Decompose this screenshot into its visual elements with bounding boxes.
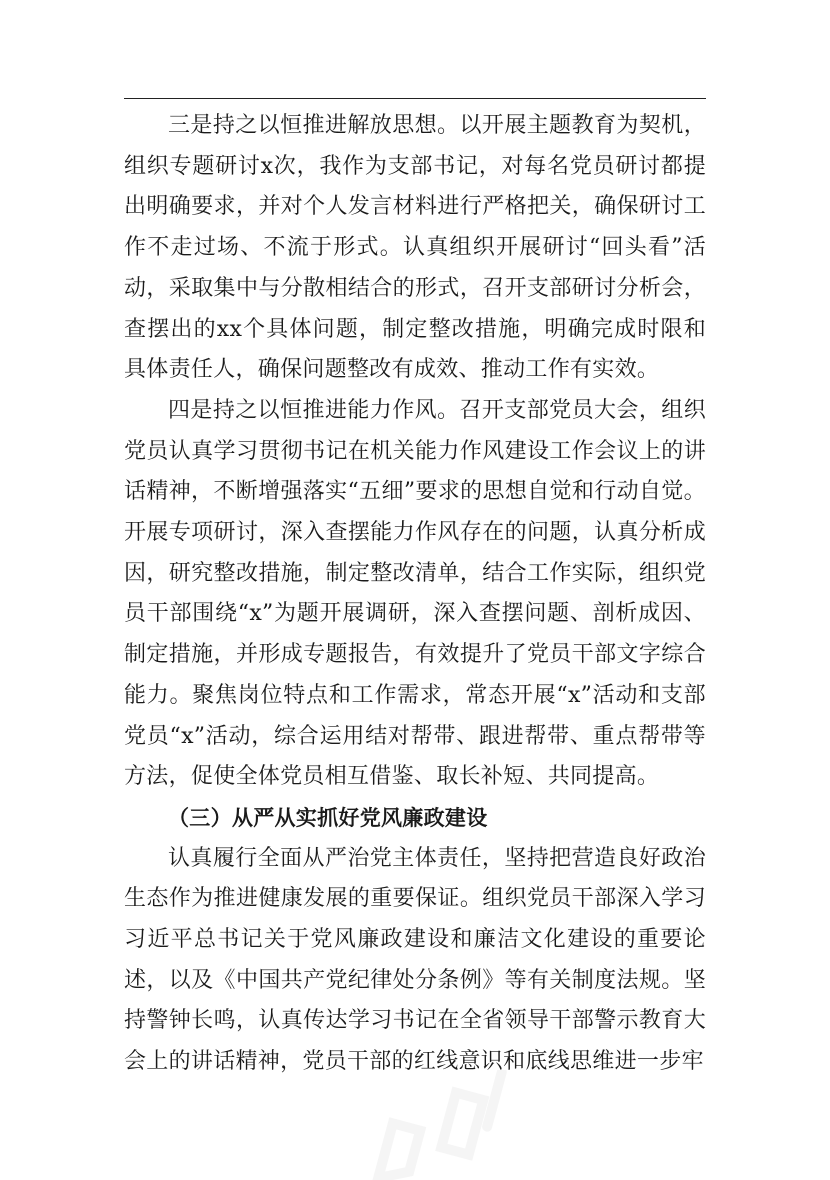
- paragraph-ability-style: 四是持之以恒推进能力作风。召开支部党员大会，组织党员认真学习贯彻书记在机关能力作风建设工作会议上的讲话精神，不断增强落实“五细”要求的思想自觉和行动自觉。开展专项研讨，深入查摆能力作风存在的问题，认真分析成因，研究整改措施，制定整改清单，结合工作实际，组织党员干部围绕“x”为题开展调研，深入查摆问题、剖析成因、制定措施，并形成专题报告，有效提升了党员干部文字综合能力。聚焦岗位特点和工作需求，常态开展“x”活动和支部党员“x”活动，综合运用结对帮带、跟进帮带、重点帮带等方法，促使全体党员相互借鉴、取长补短、共同提高。: [124, 397, 706, 790]
- paragraph-thought-liberation: 三是持之以恒推进解放思想。以开展主题教育为契机，组织专题研讨x次，我作为支部书记，对每名党员研讨都提出明确要求，并对个人发言材料进行严格把关，确保研讨工作不走过场、不流于形式。认真组织开展研讨“回头看”活动，采取集中与分散相结合的形式，召开支部研讨分析会，查摆出的xx个具体问题，制定整改措施，明确完成时限和具体责任人，确保问题整改有成效、推动工作有实效。: [124, 113, 706, 383]
- watermark-stamp-icon: [330, 1070, 550, 1180]
- document-body: [124, 106, 706, 1083]
- header-rule: [124, 98, 706, 99]
- section-heading-integrity: （三）从严从实抓好党风廉政建设: [168, 805, 488, 830]
- paragraph-party-integrity: 认真履行全面从严治党主体责任，坚持把营造良好政治生态作为推进健康发展的重要保证。组织党员干部深入学习习近平总书记关于党风廉政建设和廉洁文化建设的重要论述，以及《中国共产党纪律处分条例》等有关制度法规。坚持警钟长鸣，认真传达学习书记在全省领导干部警示教育大会上的讲话精神，党员干部的红线意识和底线思维进一步牢: [124, 845, 706, 1075]
